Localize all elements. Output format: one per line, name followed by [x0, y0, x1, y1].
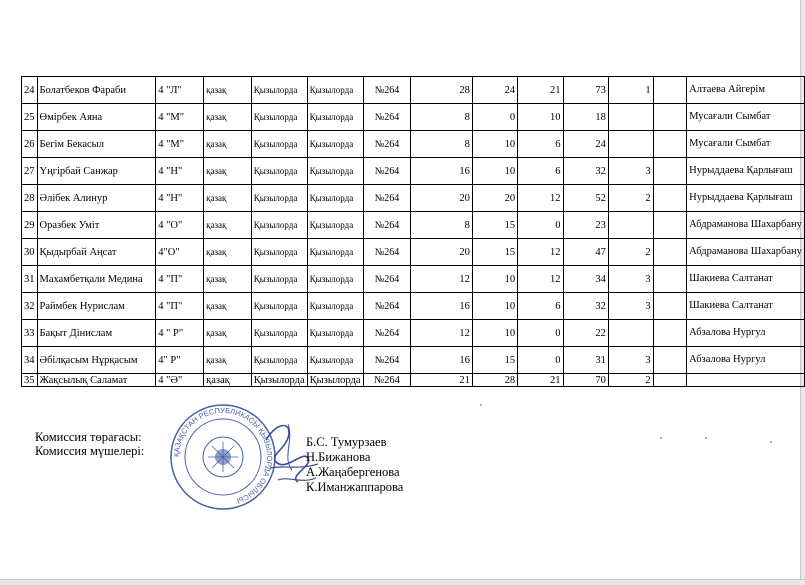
table-row [22, 266, 805, 293]
school-cell: №264 [363, 158, 411, 185]
district-cell: Қызылорда [251, 293, 307, 320]
teacher-cell: Абдраманова Шахарбану [687, 239, 805, 266]
nationality-cell: қазақ [204, 131, 252, 158]
scan-speck [480, 404, 482, 406]
score-1-cell: 20 [411, 239, 472, 266]
total-score-cell: 73 [563, 77, 608, 104]
total-score-cell: 23 [563, 212, 608, 239]
score-1-cell: 20 [411, 185, 472, 212]
row-number: 33 [22, 320, 38, 347]
nationality-cell: қазақ [204, 212, 252, 239]
score-3-cell: 12 [518, 266, 563, 293]
student-name: Раймбек Нурислам [37, 293, 156, 320]
row-number: 27 [22, 158, 38, 185]
place-cell: 2 [608, 239, 653, 266]
place-cell [608, 320, 653, 347]
student-name: Қыдырбай Аңсат [37, 239, 156, 266]
score-3-cell: 6 [518, 131, 563, 158]
row-number: 30 [22, 239, 38, 266]
total-score-cell: 52 [563, 185, 608, 212]
district-cell: Қызылорда [251, 239, 307, 266]
nationality-cell: қазақ [204, 158, 252, 185]
empty-cell [653, 239, 687, 266]
student-name: Жақсылық Саламат [37, 374, 156, 387]
score-1-cell: 12 [411, 320, 472, 347]
teacher-cell: Мусағали Сымбат [687, 131, 805, 158]
student-name: Өмірбек Аяна [37, 104, 156, 131]
empty-cell [653, 185, 687, 212]
district-cell: Қызылорда [251, 185, 307, 212]
score-1-cell: 8 [411, 212, 472, 239]
scan-speck [705, 437, 707, 439]
nationality-cell: қазақ [204, 293, 252, 320]
city-cell: Қызылорда [307, 212, 363, 239]
nationality-cell: қазақ [204, 347, 252, 374]
district-cell: Қызылорда [251, 320, 307, 347]
score-3-cell: 10 [518, 104, 563, 131]
score-2-cell: 10 [472, 320, 517, 347]
nationality-cell: қазақ [204, 320, 252, 347]
school-cell: №264 [363, 185, 411, 212]
table-row [22, 347, 805, 374]
city-cell: Қызылорда [307, 320, 363, 347]
school-cell: №264 [363, 104, 411, 131]
member-name: Н.Бижанова [306, 450, 371, 464]
table-row [22, 77, 805, 104]
class-cell: 4 "П" [156, 266, 204, 293]
teacher-cell: Алтаева Айгерім [687, 77, 805, 104]
teacher-cell: Абдраманова Шахарбану [687, 212, 805, 239]
total-score-cell: 34 [563, 266, 608, 293]
score-1-cell: 8 [411, 104, 472, 131]
total-score-cell: 32 [563, 293, 608, 320]
student-name: Үңгірбай Санжар [37, 158, 156, 185]
table-row [22, 212, 805, 239]
class-cell: 4 " Р" [156, 320, 204, 347]
total-score-cell: 18 [563, 104, 608, 131]
score-1-cell: 12 [411, 266, 472, 293]
score-2-cell: 0 [472, 104, 517, 131]
class-cell: 4" Р" [156, 347, 204, 374]
member-name: А.Жаңабергенова [306, 465, 400, 479]
total-score-cell: 32 [563, 158, 608, 185]
table-row [22, 320, 805, 347]
teacher-cell: Мусағали Сымбат [687, 104, 805, 131]
score-2-cell: 15 [472, 212, 517, 239]
row-number: 31 [22, 266, 38, 293]
total-score-cell: 24 [563, 131, 608, 158]
class-cell: 4 "Ә" [156, 374, 204, 387]
district-cell: Қызылорда [251, 77, 307, 104]
city-cell: Қызылорда [307, 158, 363, 185]
total-score-cell: 22 [563, 320, 608, 347]
place-cell: 3 [608, 158, 653, 185]
table-row [22, 104, 805, 131]
school-cell: №264 [363, 77, 411, 104]
score-1-cell: 21 [411, 374, 472, 387]
score-1-cell: 16 [411, 158, 472, 185]
empty-cell [653, 266, 687, 293]
place-cell: 2 [608, 374, 653, 387]
row-number: 29 [22, 212, 38, 239]
empty-cell [653, 212, 687, 239]
score-3-cell: 0 [518, 347, 563, 374]
nationality-cell: қазақ [204, 104, 252, 131]
member-name: К.Иманжаппарова [306, 480, 404, 494]
teacher-cell: Абзалова Нургул [687, 320, 805, 347]
table-row [22, 131, 805, 158]
empty-cell [653, 158, 687, 185]
score-2-cell: 15 [472, 239, 517, 266]
score-3-cell: 12 [518, 185, 563, 212]
results-table [21, 76, 805, 387]
chair-name: Б.С. Тумурзаев [306, 435, 387, 449]
school-cell: №264 [363, 131, 411, 158]
district-cell: Қызылорда [251, 266, 307, 293]
nationality-cell: қазақ [204, 266, 252, 293]
school-cell: №264 [363, 239, 411, 266]
nationality-cell: қазақ [204, 185, 252, 212]
city-cell: Қызылорда [307, 185, 363, 212]
empty-cell [653, 374, 687, 387]
city-cell: Қызылорда [307, 347, 363, 374]
score-2-cell: 10 [472, 266, 517, 293]
score-1-cell: 16 [411, 293, 472, 320]
score-3-cell: 21 [518, 374, 563, 387]
score-1-cell: 8 [411, 131, 472, 158]
teacher-cell: Шакиева Салтанат [687, 293, 805, 320]
teacher-cell: Нурыддаева Қарлығаш [687, 185, 805, 212]
row-number: 34 [22, 347, 38, 374]
row-number: 35 [22, 374, 38, 387]
student-name: Әлібек Алинур [37, 185, 156, 212]
class-cell: 4 "П" [156, 293, 204, 320]
place-cell: 3 [608, 347, 653, 374]
seal-text: ҚАЗАҚСТАН РЕСПУБЛИКАСЫ ҚЫЗЫЛОРДА ОБЛЫСЫ [171, 405, 275, 506]
total-score-cell: 31 [563, 347, 608, 374]
class-cell: 4 "М" [156, 104, 204, 131]
score-3-cell: 0 [518, 212, 563, 239]
district-cell: Қызылорда [251, 158, 307, 185]
empty-cell [653, 77, 687, 104]
score-2-cell: 20 [472, 185, 517, 212]
city-cell: Қызылорда [307, 266, 363, 293]
teacher-cell [687, 374, 805, 387]
score-2-cell: 10 [472, 293, 517, 320]
city-cell: Қызылорда [307, 239, 363, 266]
city-cell: Қызылорда [307, 77, 363, 104]
school-cell: №264 [363, 266, 411, 293]
nationality-cell: қазақ [204, 77, 252, 104]
place-cell: 2 [608, 185, 653, 212]
class-cell: 4 "Н" [156, 158, 204, 185]
row-number: 32 [22, 293, 38, 320]
score-2-cell: 28 [472, 374, 517, 387]
district-cell: Қызылорда [251, 131, 307, 158]
score-3-cell: 6 [518, 293, 563, 320]
score-1-cell: 28 [411, 77, 472, 104]
place-cell [608, 212, 653, 239]
row-number: 24 [22, 77, 38, 104]
city-cell: Қызылорда [307, 104, 363, 131]
nationality-cell: қазақ [204, 374, 252, 387]
class-cell: 4 "О" [156, 212, 204, 239]
district-cell: Қызылорда [251, 374, 307, 387]
scan-speck [770, 441, 772, 443]
school-cell: №264 [363, 212, 411, 239]
score-3-cell: 21 [518, 77, 563, 104]
score-3-cell: 0 [518, 320, 563, 347]
school-cell: №264 [363, 374, 411, 387]
school-cell: №264 [363, 320, 411, 347]
score-2-cell: 24 [472, 77, 517, 104]
scan-speck [660, 437, 662, 439]
teacher-cell: Нурыддаева Қарлығаш [687, 158, 805, 185]
student-name: Әбілқасым Нұрқасым [37, 347, 156, 374]
empty-cell [653, 131, 687, 158]
city-cell: Қызылорда [307, 374, 363, 387]
student-name: Оразбек Уміт [37, 212, 156, 239]
teacher-cell: Шакиева Салтанат [687, 266, 805, 293]
results-table-body [22, 77, 805, 387]
score-2-cell: 10 [472, 158, 517, 185]
student-name: Бегім Бекасыл [37, 131, 156, 158]
empty-cell [653, 293, 687, 320]
empty-cell [653, 320, 687, 347]
score-2-cell: 10 [472, 131, 517, 158]
class-cell: 4"О" [156, 239, 204, 266]
student-name: Махамбетқали Медина [37, 266, 156, 293]
score-3-cell: 12 [518, 239, 563, 266]
district-cell: Қызылорда [251, 347, 307, 374]
table-row [22, 158, 805, 185]
table-row [22, 239, 805, 266]
district-cell: Қызылорда [251, 104, 307, 131]
student-name: Болатбеков Фараби [37, 77, 156, 104]
score-1-cell: 16 [411, 347, 472, 374]
empty-cell [653, 347, 687, 374]
class-cell: 4 "Н" [156, 185, 204, 212]
class-cell: 4 "М" [156, 131, 204, 158]
commission-names [306, 435, 403, 495]
place-cell: 3 [608, 293, 653, 320]
city-cell: Қызылорда [307, 293, 363, 320]
total-score-cell: 70 [563, 374, 608, 387]
teacher-cell: Абзалова Нургул [687, 347, 805, 374]
score-3-cell: 6 [518, 158, 563, 185]
district-cell: Қызылорда [251, 212, 307, 239]
place-cell [608, 104, 653, 131]
commission-labels [35, 430, 144, 458]
table-row [22, 374, 805, 387]
table-row [22, 293, 805, 320]
commission-chair-label: Комиссия төрағасы: [35, 430, 142, 444]
place-cell: 3 [608, 266, 653, 293]
place-cell: 1 [608, 77, 653, 104]
row-number: 25 [22, 104, 38, 131]
student-name: Бақыт Дінислам [37, 320, 156, 347]
class-cell: 4 "Л" [156, 77, 204, 104]
city-cell: Қызылорда [307, 131, 363, 158]
table-row [22, 185, 805, 212]
nationality-cell: қазақ [204, 239, 252, 266]
window-frame-bottom [0, 579, 805, 585]
commission-members-label: Комиссия мүшелері: [35, 444, 145, 458]
school-cell: №264 [363, 293, 411, 320]
total-score-cell: 47 [563, 239, 608, 266]
row-number: 26 [22, 131, 38, 158]
row-number: 28 [22, 185, 38, 212]
school-cell: №264 [363, 347, 411, 374]
score-2-cell: 15 [472, 347, 517, 374]
place-cell [608, 131, 653, 158]
empty-cell [653, 104, 687, 131]
